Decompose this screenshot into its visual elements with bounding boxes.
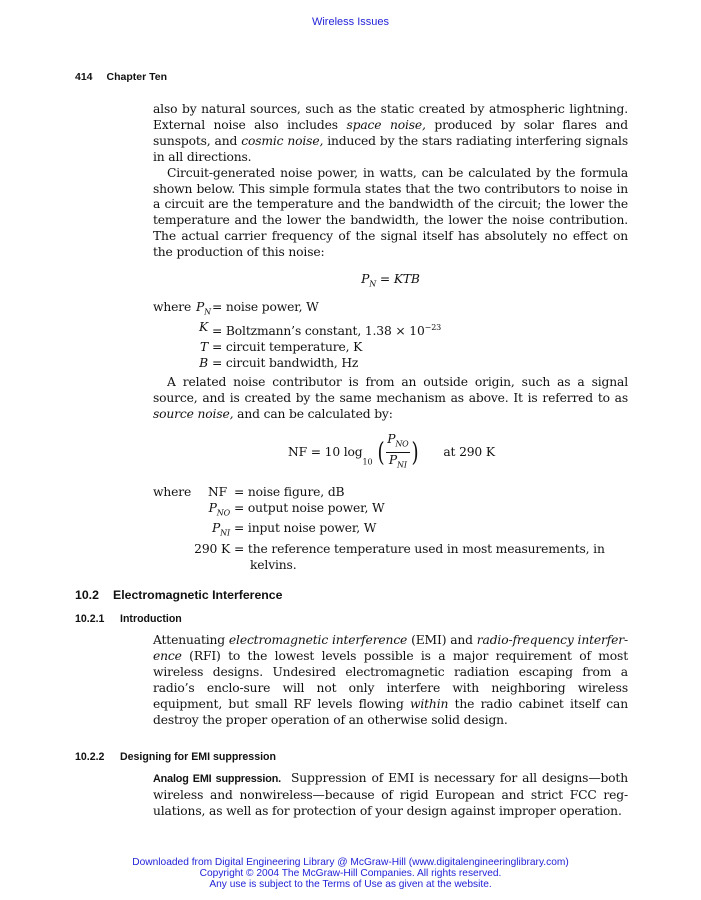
equation-noise-power: $P_N$ = KTB — [361, 272, 420, 289]
definition-row: 290 K = the reference temperature used in most measurements, in — [194, 541, 605, 556]
chapter-title: Chapter Ten — [106, 71, 168, 83]
header-link[interactable]: Wireless Issues — [311, 16, 390, 28]
paragraph-emi-intro: Attenuating electromagnetic interference (EMI) and radio-frequency interfer-ence (RFI) to the lowest levels possible is a major requirement of most wireless designs. Undesired electromagnetic radiation escaping from a radio’s enclo-sure will not only interfere with neighboring wireless equipment, but small RF levels flowing within the radio cabinet itself can destroy the proper operation of an otherwise solid design. — [153, 633, 628, 727]
paragraph-noise-sources: also by natural sources, such as the static created by atmospheric lightning. External noise also includes space noise, produced by solar flares and sunspots, and cosmic noise, induced by the stars radiating interfering signals in all directions. — [153, 102, 628, 164]
paragraph-source-noise: A related noise contributor is from an outside origin, such as a signal source, and is created by the same mechanism as above. It is referred to as source noise, and can be calculated by: — [153, 375, 628, 421]
intro-text — [153, 102, 628, 261]
definition-row: where NF = noise figure, dB — [153, 485, 345, 499]
section-heading-10-2-1: 10.2.1 Introduction — [75, 613, 182, 625]
page-number: 414 — [75, 71, 93, 83]
paragraph-analog-emi: Analog EMI suppression. Suppression of EMI is necessary for all designs—both wireless and nonwireless—because of rigid European and strict FCC reg-ulations, as well as for protection of your design against improper operation. — [153, 771, 628, 818]
section-heading-10-2: 10.2 Electromagnetic Interference — [75, 588, 283, 602]
paragraph-circuit-noise: Circuit-generated noise power, in watts, can be calculated by the formula shown below. This simple formula states that the two contributors to noise in a circuit are the temperature and the bandwidth of the circuit; the lower the temperature and the lower the bandwidth, the lower the noise contribution. The actual carrier frequency of the signal itself has absolutely no effect on the production of this noise: — [153, 165, 628, 260]
definitions-noise-figure — [153, 485, 628, 573]
definition-row: kelvins. — [250, 557, 297, 572]
definition-row: T = circuit temperature, K — [199, 340, 363, 355]
run-in-heading: Analog EMI suppression. — [153, 773, 281, 785]
definitions-noise-power — [153, 300, 628, 372]
footer-copyright — [0, 857, 701, 890]
footer-download-link[interactable]: Downloaded from Digital Engineering Library @ McGraw-Hill (www.digitalengineeringlibrary.com) — [132, 857, 569, 868]
definition-row: B = circuit bandwidth, Hz — [199, 356, 359, 371]
definition-row: $P_{NI}$ = input noise power, W — [212, 521, 377, 538]
equation-noise-figure: NF = 10 $\log_{10}$ ( $\frac{P_{NO}}{P_{NI}}$ ) at 290 K — [288, 432, 495, 470]
footer-terms-line[interactable]: Any use is subject to the Terms of Use as given at the website. — [209, 879, 492, 890]
definition-row: $P_{NO}$ = output noise power, W — [208, 500, 385, 518]
definition-row: K = Boltzmann’s constant, $1.38 \times 10^{-23}$ — [198, 320, 442, 339]
footer-copyright-line: Copyright © 2004 The McGraw-Hill Companies. All rights reserved. — [199, 868, 502, 879]
section-heading-10-2-2: 10.2.2 Designing for EMI suppression — [75, 751, 276, 763]
definition-row: where $P_N$ = noise power, W — [153, 300, 319, 317]
running-head — [75, 71, 167, 83]
